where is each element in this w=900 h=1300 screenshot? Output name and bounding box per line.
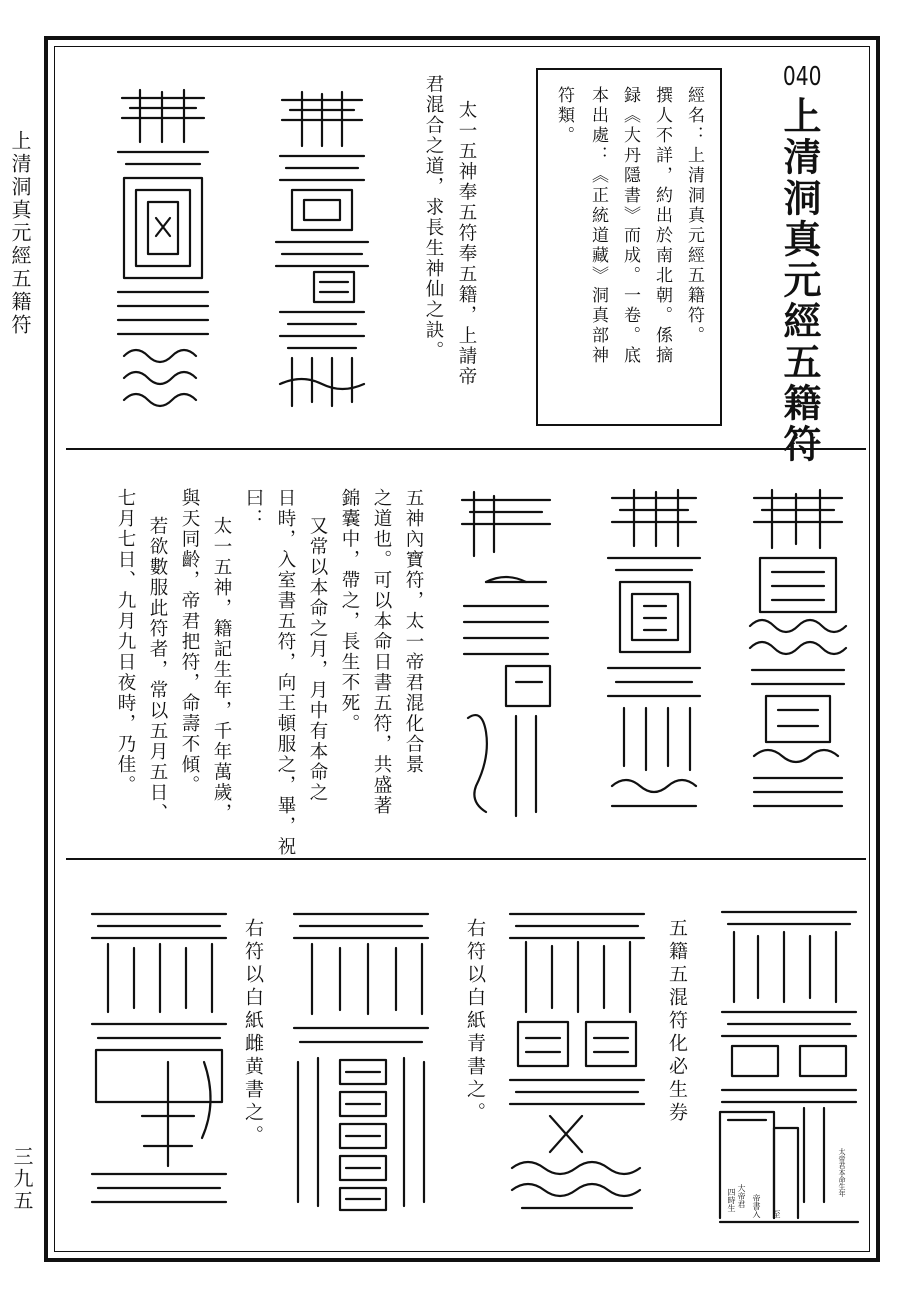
section1-text: 太一五神奉五符奉五籍，上請帝 bbox=[456, 100, 477, 387]
talisman-inner-text: 太帝君本命生年 bbox=[838, 1148, 846, 1197]
section2-text: 日時，入室書五符，向王頓服之，畢，祝 bbox=[275, 488, 296, 857]
section2-text: 太一五神，籍記生年，千年萬歲， bbox=[211, 516, 232, 824]
talisman-inner-text: 帝書入 bbox=[752, 1194, 761, 1218]
section2-text: 又常以本命之月，月中有本命之 bbox=[307, 516, 328, 803]
talisman-inner-text: 至 bbox=[772, 1210, 781, 1218]
talisman-figure bbox=[502, 902, 652, 1222]
talisman-figure bbox=[286, 902, 436, 1222]
section2-text: 若欲數服此符者，常以五月五日、 bbox=[147, 516, 168, 824]
info-line: 本出處：《正統道藏》洞真部神 bbox=[588, 86, 608, 366]
side-running-title: 上清洞真元經五籍符 bbox=[8, 130, 32, 337]
section-divider-1 bbox=[66, 448, 866, 450]
caption-qing: 右符以白紙青書之。 bbox=[464, 918, 486, 1125]
section2-text: 錦囊中，帶之，長生不死。 bbox=[339, 488, 360, 734]
section2-text: 之道也。可以本命日書五符，共盛著 bbox=[371, 488, 392, 816]
info-line: 録《大丹隱書》而成。一卷。底 bbox=[620, 86, 640, 366]
talisman-figure bbox=[738, 486, 858, 816]
entry-title: 上清洞真元經五籍符 bbox=[777, 96, 821, 465]
section1-text: 君混合之道，求長生神仙之訣。 bbox=[423, 74, 444, 361]
talisman-figure bbox=[594, 486, 714, 816]
talisman-inner-text: 四時生 bbox=[727, 1188, 736, 1212]
talisman-figure bbox=[104, 86, 222, 416]
section-divider-2 bbox=[66, 858, 866, 860]
section2-text: 與天同齡，帝君把符，命壽不傾。 bbox=[179, 488, 200, 796]
talisman-figure bbox=[262, 86, 382, 416]
caption-ci: 右符以白紙雌黄書之。 bbox=[242, 918, 264, 1148]
info-line: 撰人不詳，約出於南北朝。係摘 bbox=[652, 86, 672, 366]
talisman-figure bbox=[446, 486, 566, 826]
talisman-figure bbox=[84, 902, 234, 1222]
info-line: 符類。 bbox=[554, 86, 574, 146]
page-number: 三九五 bbox=[10, 1146, 34, 1212]
entry-number: 040 bbox=[782, 62, 822, 92]
info-line: 經名：上清洞真元經五籍符。 bbox=[684, 86, 704, 346]
caption-main: 五籍五混符化必生券 bbox=[666, 918, 688, 1125]
section2-text: 七月七日、九月九日夜時，乃佳。 bbox=[115, 488, 136, 796]
section2-text: 五神內寶符，太一帝君混化合景 bbox=[403, 488, 424, 775]
section2-text: 曰： bbox=[243, 488, 264, 529]
talisman-inner-text: 大帝君 bbox=[737, 1184, 746, 1208]
